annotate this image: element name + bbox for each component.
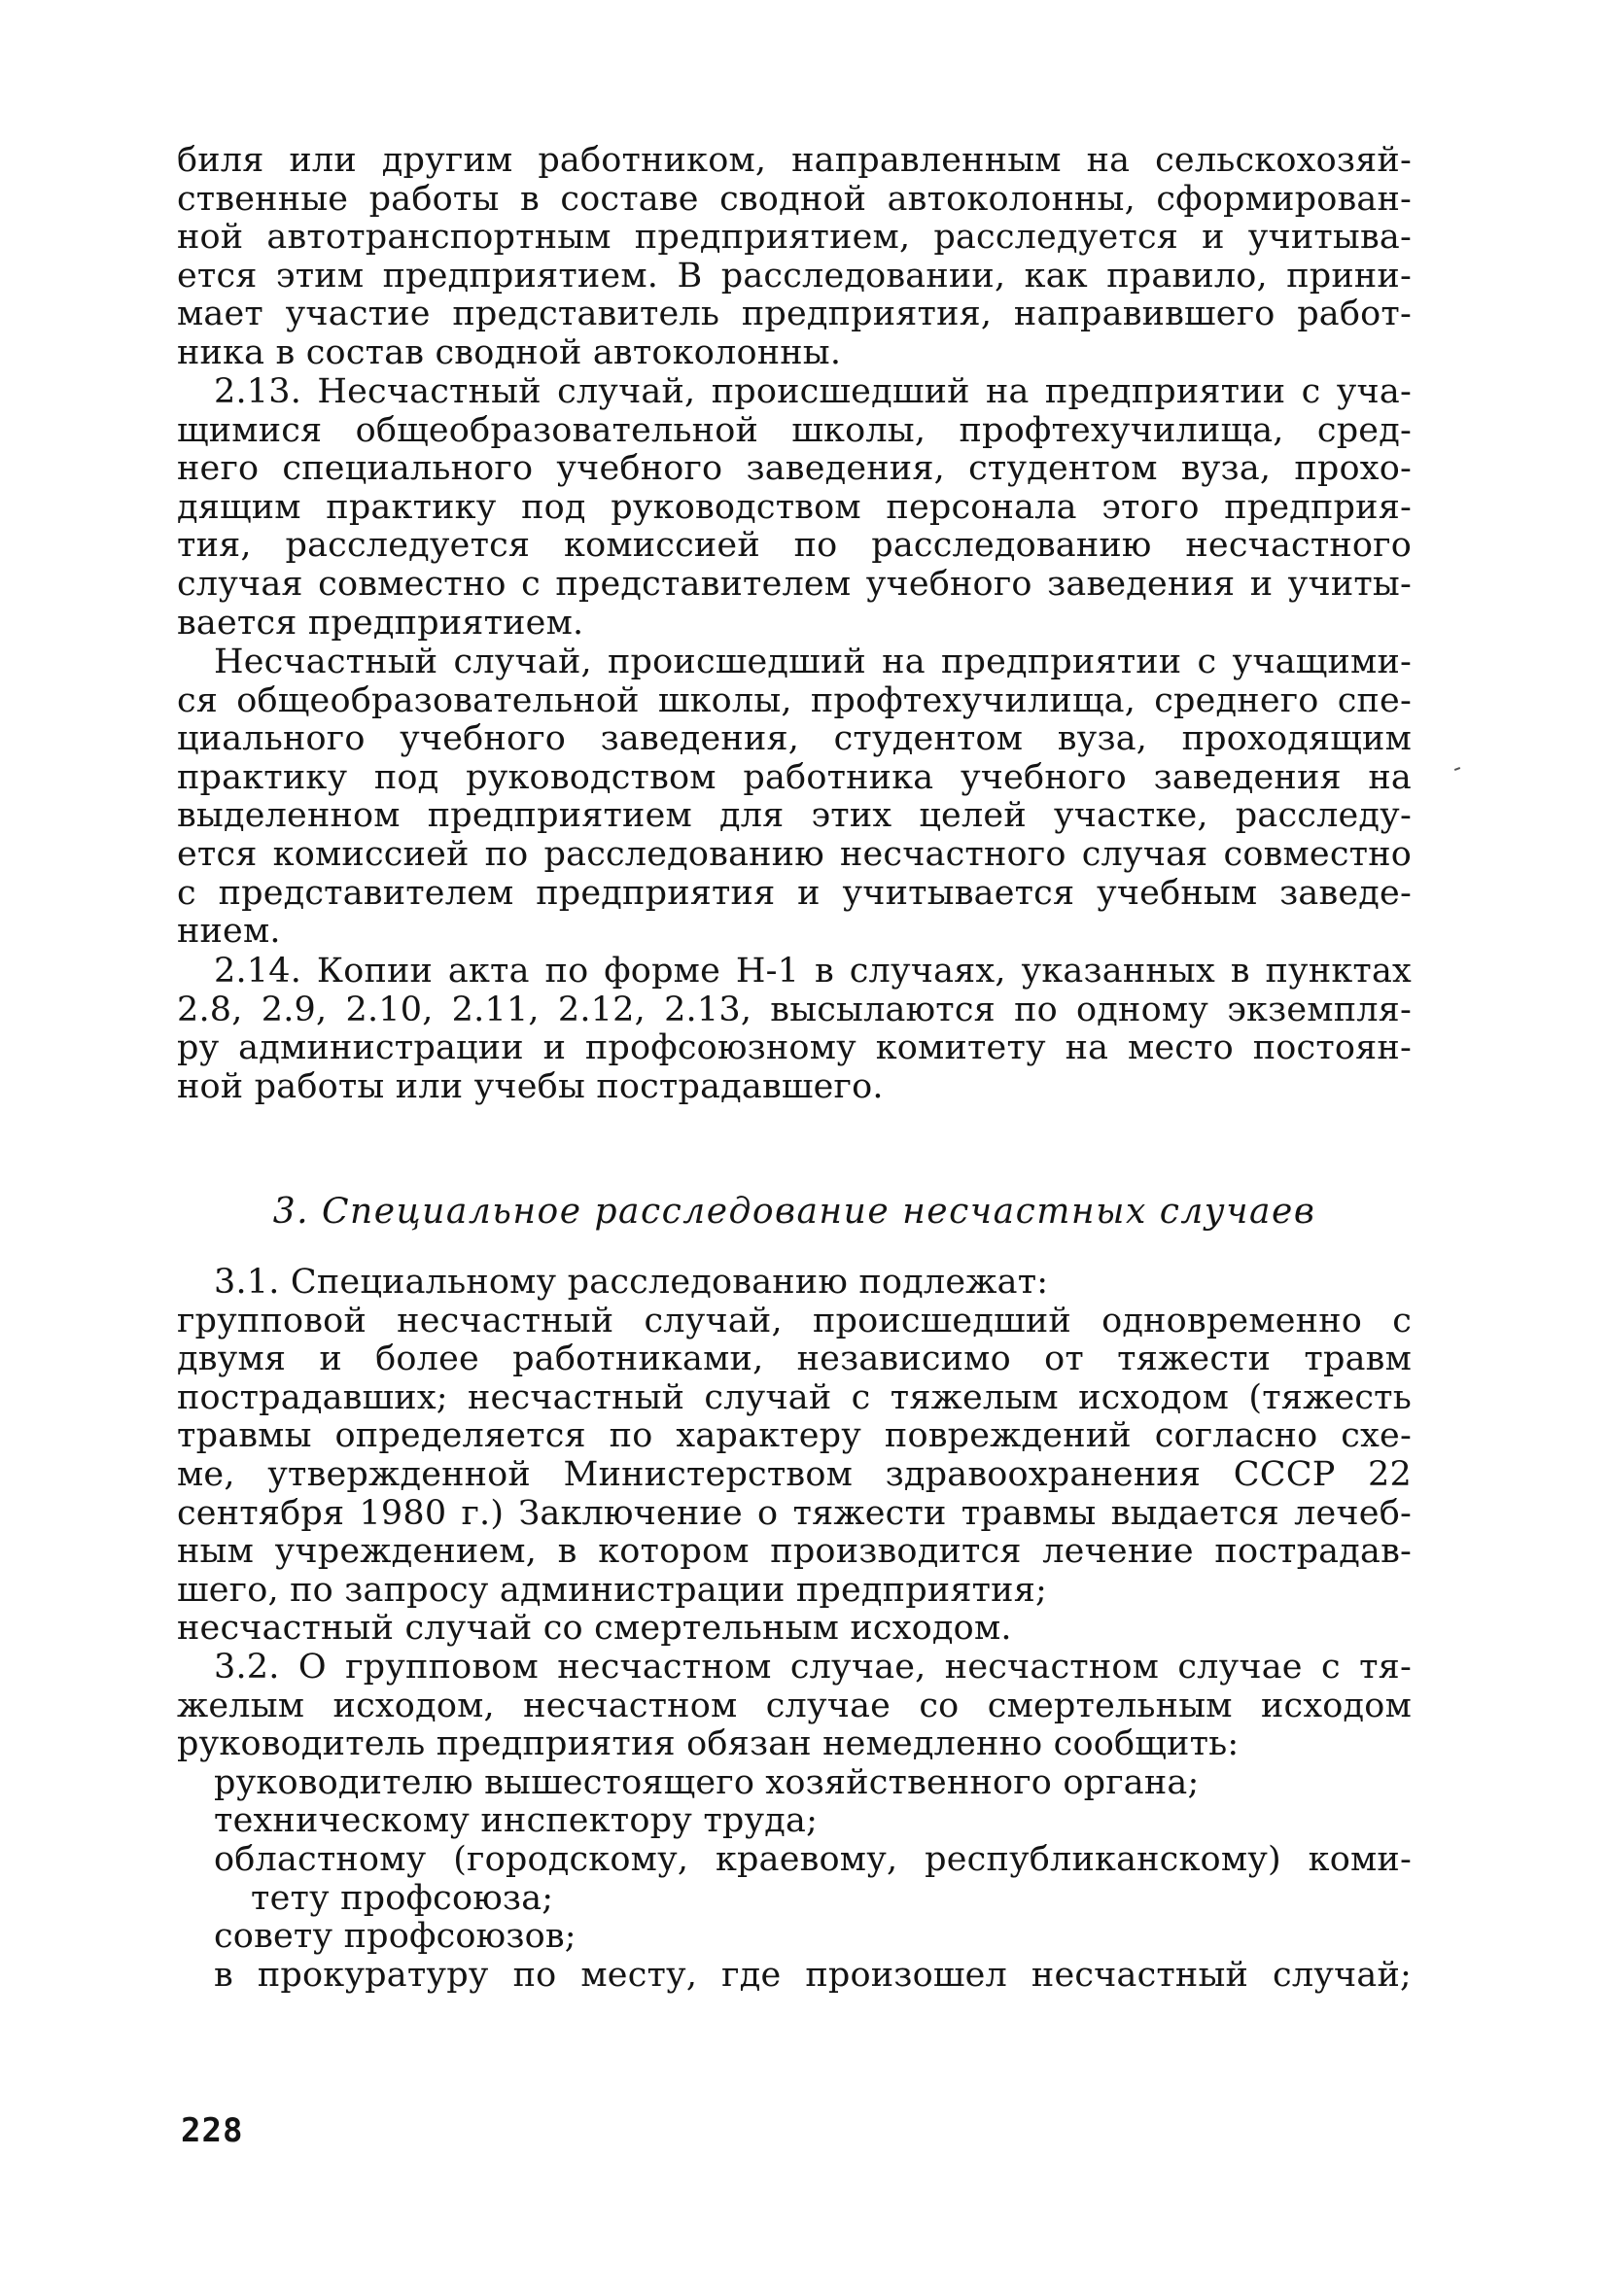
text-line: дящим практику под руководством персонала этого предприя-: [177, 487, 1412, 527]
list-item: в прокуратуру по месту, где произошел несчастный случай;: [214, 1955, 1412, 1995]
list-item: областному (городскому, краевому, республиканскому) коми-: [214, 1839, 1412, 1879]
text-line: ется комиссией по расследованию несчастного случая совместно: [177, 834, 1412, 874]
text-line: Несчастный случай, происшедший на предприятии с учащими-: [214, 643, 1412, 681]
text-line: циального учебного заведения, студентом вуза, проходящим: [177, 719, 1412, 759]
text-line: травмы определяется по характеру повреждений согласно схе-: [177, 1416, 1412, 1456]
text-line: нием.: [177, 912, 281, 952]
text-line: 3.2. О групповом несчастном случае, несчастном случае с тя-: [214, 1648, 1412, 1687]
paragraph-continuation: [177, 142, 1412, 373]
text-line: 2.14. Копии акта по форме Н-1 в случаях, указанных в пунктах: [214, 952, 1412, 991]
paragraph-3-2: [177, 1649, 1412, 1995]
text-line: несчастный случай со смертельным исходом.: [177, 1609, 1012, 1649]
text-line: шего, по запросу администрации предприятия;: [177, 1570, 1047, 1610]
list-item: руководителю вышестоящего хозяйственного органа;: [214, 1762, 1200, 1802]
text-line: ной работы или учебы пострадавшего.: [177, 1066, 884, 1106]
paragraph-3-1: [177, 1264, 1412, 1649]
text-line: руководитель предприятия обязан немедленно сообщить:: [177, 1724, 1240, 1764]
text-line: щимися общеобразовательной школы, профтехучилища, сред-: [177, 410, 1412, 450]
text-line: ной автотранспортным предприятием, расследуется и учитыва-: [177, 218, 1412, 258]
page-number: 228: [181, 2111, 244, 2150]
paragraph-2-13: [177, 373, 1412, 643]
text-line: ру администрации и профсоюзному комитету на место постоян-: [177, 1028, 1412, 1068]
text-line: тия, расследуется комиссией по расследованию несчастного: [177, 526, 1412, 566]
paragraph-2-14: [177, 953, 1412, 1106]
list-item-continuation: тету профсоюза;: [251, 1878, 554, 1918]
text-line: ственные работы в составе сводной автоколонны, сформирован-: [177, 179, 1412, 219]
scan-artifact: [1454, 767, 1460, 771]
text-line: с представителем предприятия и учитывается учебным заведе-: [177, 873, 1412, 913]
list-item: техническому инспектору труда;: [214, 1801, 819, 1841]
text-line: 2.13. Несчастный случай, происшедший на предприятии с уча-: [214, 372, 1412, 411]
text-line: случая совместно с представителем учебного заведения и учиты-: [177, 564, 1412, 604]
text-line: него специального учебного заведения, студентом вуза, прохо-: [177, 449, 1412, 489]
text-line: сентября 1980 г.) Заключение о тяжести травмы выдается лечеб-: [177, 1493, 1412, 1533]
section-heading: 3. Специальное расследование несчастных случаев: [272, 1192, 1316, 1232]
text-line: 3.1. Специальному расследованию подлежат:: [214, 1263, 1049, 1302]
text-line: мает участие представитель предприятия, направившего работ-: [177, 295, 1412, 334]
text-line: ся общеобразовательной школы, профтехучилища, среднего спе-: [177, 680, 1412, 720]
text-line: групповой несчастный случай, происшедший одновременно с: [177, 1301, 1412, 1340]
text-line: 2.8, 2.9, 2.10, 2.11, 2.12, 2.13, высылаются по одному экземпля-: [177, 990, 1412, 1029]
text-line: выделенном предприятием для этих целей участке, расследу-: [177, 796, 1412, 836]
paragraph-2-13-continued: [177, 644, 1412, 952]
text-line: вается предприятием.: [177, 603, 584, 643]
text-line: ме, утвержденной Министерством здравоохранения СССР 22: [177, 1454, 1412, 1494]
list-item: совету профсоюзов;: [214, 1917, 577, 1957]
text-line: биля или другим работником, направленным на сельскохозяй-: [177, 141, 1412, 180]
text-line: ника в состав сводной автоколонны.: [177, 332, 842, 372]
text-line: ется этим предприятием. В расследовании, как правило, прини-: [177, 256, 1412, 296]
text-line: двумя и более работниками, независимо от тяжести травм: [177, 1339, 1412, 1379]
text-line: желым исходом, несчастном случае со смертельным исходом: [177, 1686, 1412, 1725]
text-line: ным учреждением, в котором производится лечение пострадав-: [177, 1532, 1412, 1572]
text-line: практику под руководством работника учебного заведения на: [177, 757, 1412, 797]
text-line: пострадавших; несчастный случай с тяжелым исходом (тяжесть: [177, 1377, 1412, 1417]
